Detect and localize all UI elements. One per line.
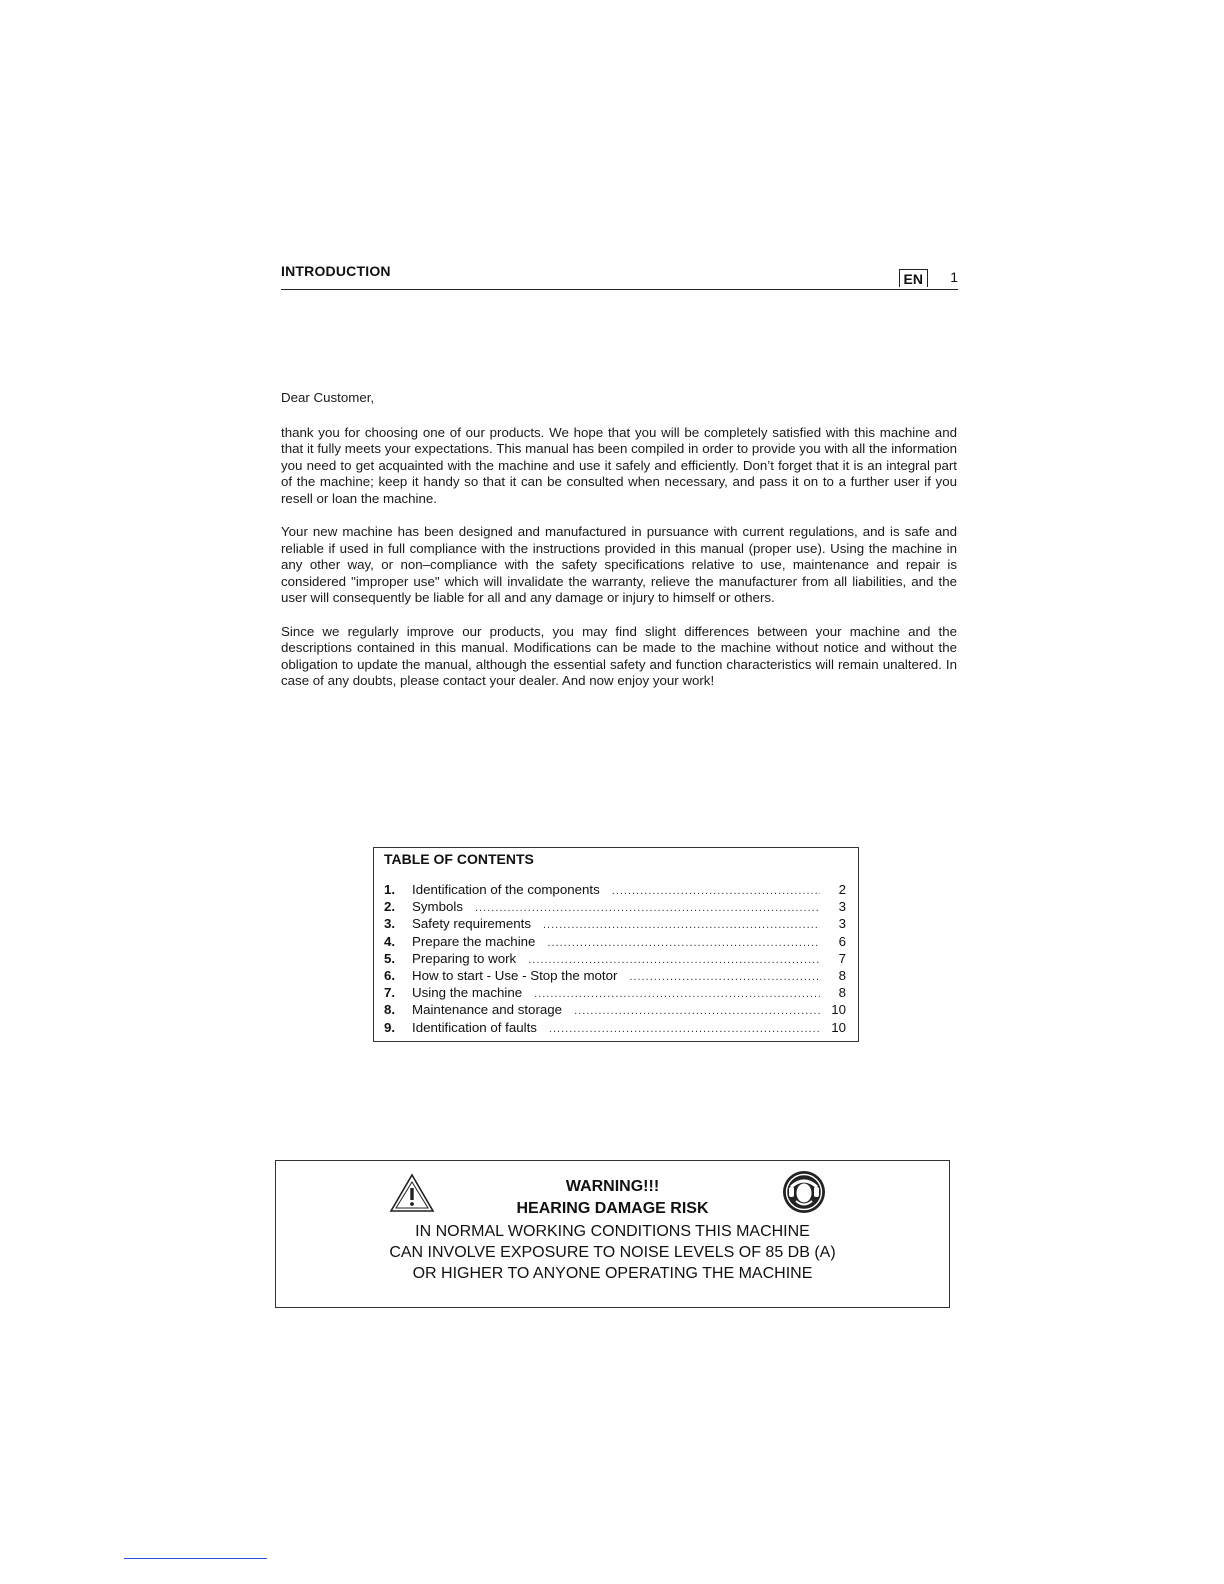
toc-item[interactable]	[384, 1002, 846, 1019]
customer-letter	[281, 390, 957, 707]
toc-leader-dots	[475, 900, 820, 916]
toc-item-label: Identification of the components	[412, 882, 600, 897]
toc-item[interactable]	[384, 985, 846, 1002]
toc-item-number: 8.	[384, 1002, 396, 1018]
toc-item-number: 4.	[384, 933, 396, 949]
hearing-protection-icon	[782, 1170, 826, 1214]
toc-item-number: 2.	[384, 899, 396, 915]
toc-leader-dots	[612, 883, 820, 899]
toc-item-number: 5.	[384, 950, 396, 966]
page-header	[281, 263, 958, 290]
toc-leader-dots	[534, 986, 820, 1002]
letter-greeting: Dear Customer,	[281, 390, 375, 405]
warning-line: CAN INVOLVE EXPOSURE TO NOISE LEVELS OF 85 DB (A)	[389, 1244, 836, 1261]
toc-item-label: How to start - Use - Stop the motor	[412, 968, 618, 984]
toc-item[interactable]	[384, 968, 846, 985]
table-of-contents	[373, 847, 859, 1042]
letter-paragraph: Your new machine has been designed and manufactured in pursuance with current regulations, and is safe and reliable if used in full compliance with the instructions provided in this manual (proper use). Using the machine in any other way, or non–compliance with the safety specifications relative to use, maintenance and repair is considered "improper use" which will invalidate the warranty, relieve the manufacturer from all liabilities, and the user will consequently be liable for all and any damage or injury to himself or others.	[281, 524, 957, 605]
toc-leader-dots	[549, 1021, 820, 1037]
toc-leader-dots	[528, 952, 820, 968]
toc-item-label: Identification of faults	[412, 1019, 537, 1035]
page-number: 1	[950, 269, 958, 285]
toc-item-page: 10	[831, 1019, 846, 1035]
warning-line: IN NORMAL WORKING CONDITIONS THIS MACHINE	[415, 1223, 810, 1240]
toc-item-number: 7.	[384, 985, 396, 1001]
toc-item-label: Using the machine	[412, 985, 523, 1001]
toc-item-label: Preparing to work	[412, 950, 517, 966]
toc-item[interactable]	[384, 951, 846, 968]
toc-item-page: 10	[831, 1002, 846, 1018]
letter-paragraph: Since we regularly improve our products, you may find slight differences between your machine and the descriptions contained in this manual. Modifications can be made to the machine without notice and without the obligation to update the manual, although the essential safety and function characteristics will remain unaltered. In case of any doubts, please contact your dealer. And now enjoy your work!	[281, 623, 957, 688]
hearing-warning-box	[275, 1160, 950, 1308]
toc-item-number: 9.	[384, 1019, 396, 1035]
toc-item-page: 6	[838, 933, 846, 949]
toc-item-page: 8	[838, 985, 846, 1001]
toc-item-label: Symbols	[412, 899, 463, 915]
warning-title: WARNING!!!	[565, 1178, 660, 1195]
toc-item[interactable]	[384, 934, 846, 951]
toc-item-page: 8	[838, 968, 846, 984]
toc-item-page: 3	[838, 916, 846, 932]
section-title: INTRODUCTION	[281, 263, 391, 279]
toc-title: TABLE OF CONTENTS	[384, 851, 534, 867]
toc-item-label: Prepare the machine	[412, 933, 536, 949]
footer-rule	[124, 1558, 267, 1559]
toc-item-label: Maintenance and storage	[412, 1002, 563, 1018]
toc-item-page: 2	[838, 882, 846, 897]
toc-leader-dots	[574, 1003, 820, 1019]
toc-item-number: 1.	[384, 882, 396, 897]
toc-item-page: 7	[838, 950, 846, 966]
warning-line: OR HIGHER TO ANYONE OPERATING THE MACHINE	[412, 1265, 813, 1282]
toc-item-label: Safety requirements	[412, 916, 531, 932]
letter-paragraph: thank you for choosing one of our products. We hope that you will be completely satisfied with this machine and that it fully meets your expectations. This manual has been compiled in order to provide you with all the information you need to get acquainted with the machine and use it safely and efficiently. Don’t forget that it is an integral part of the machine; keep it handy so that it can be consulted when necessary, and pass it on to a further user if you resell or loan the machine.	[281, 424, 957, 506]
toc-item[interactable]	[384, 882, 846, 899]
toc-item[interactable]	[384, 899, 846, 916]
toc-leader-dots	[629, 969, 820, 985]
toc-item[interactable]	[384, 1020, 846, 1037]
language-badge: EN	[899, 269, 928, 287]
toc-item-number: 6.	[384, 968, 396, 984]
toc-item-page: 3	[838, 899, 846, 915]
toc-leader-dots	[547, 935, 820, 951]
toc-leader-dots	[543, 917, 820, 933]
toc-item[interactable]	[384, 916, 846, 933]
toc-item-number: 3.	[384, 916, 396, 932]
warning-subtitle: HEARING DAMAGE RISK	[516, 1200, 709, 1217]
